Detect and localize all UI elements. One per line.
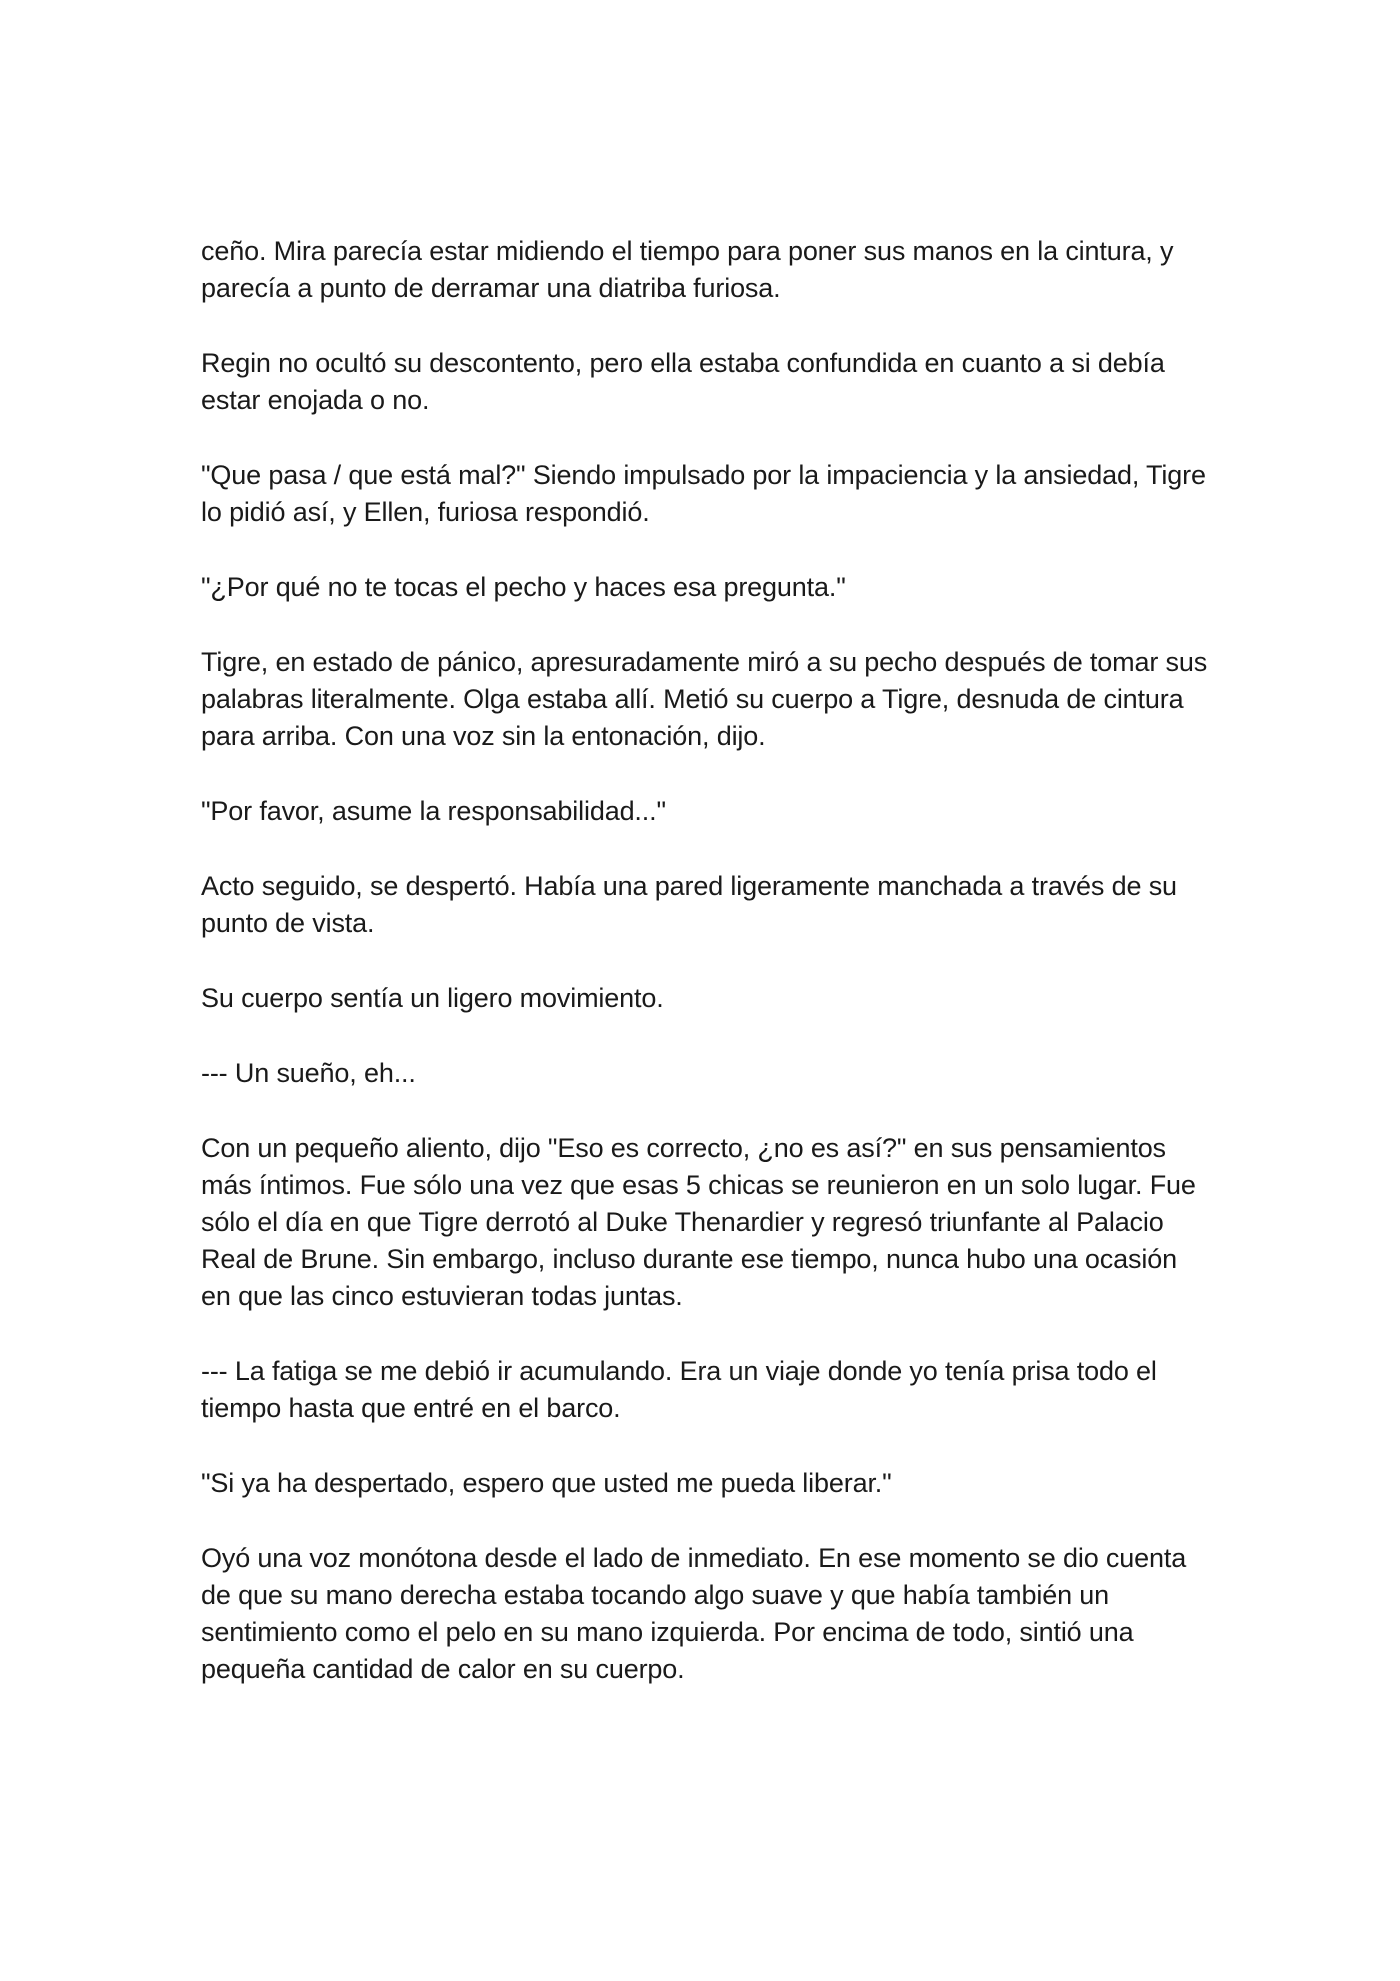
paragraph: Regin no ocultó su descontento, pero ella estaba confundida en cuanto a si debía estar enojada o no. xyxy=(201,348,1165,415)
paragraph: ceño. Mira parecía estar midiendo el tiempo para poner sus manos en la cintura, y parecía a punto de derramar una diatriba furiosa. xyxy=(201,236,1174,303)
paragraph: --- La fatiga se me debió ir acumulando. Era un viaje donde yo tenía prisa todo el tiempo hasta que entré en el barco. xyxy=(201,1356,1157,1423)
paragraph: "Si ya ha despertado, espero que usted me pueda liberar." xyxy=(201,1468,892,1498)
document-body xyxy=(201,233,1211,1726)
paragraph: Su cuerpo sentía un ligero movimiento. xyxy=(201,983,664,1013)
paragraph: Tigre, en estado de pánico, apresuradamente miró a su pecho después de tomar sus palabras literalmente. Olga estaba allí. Metió su cuerpo a Tigre, desnuda de cintura para arriba. Con una voz sin la entonación, dijo. xyxy=(201,647,1208,751)
paragraph: Con un pequeño aliento, dijo "Eso es correcto, ¿no es así?" en sus pensamientos más íntimos. Fue sólo una vez que esas 5 chicas se reunieron en un solo lugar. Fue sólo el día en que Tigre derrotó al Duke Thenardier y regresó triunfante al Palacio Real de Brune. Sin embargo, incluso durante ese tiempo, nunca hubo una ocasión en que las cinco estuvieran todas juntas. xyxy=(201,1133,1196,1311)
paragraph: --- Un sueño, eh... xyxy=(201,1058,416,1088)
paragraph: "Por favor, asume la responsabilidad..." xyxy=(201,796,666,826)
paragraph: Oyó una voz monótona desde el lado de inmediato. En ese momento se dio cuenta de que su mano derecha estaba tocando algo suave y que había también un sentimiento como el pelo en su mano izquierda. Por encima de todo, sintió una pequeña cantidad de calor en su cuerpo. xyxy=(201,1543,1187,1684)
paragraph: "¿Por qué no te tocas el pecho y haces esa pregunta." xyxy=(201,572,846,602)
paragraph: Acto seguido, se despertó. Había una pared ligeramente manchada a través de su punto de vista. xyxy=(201,871,1177,938)
paragraph: "Que pasa / que está mal?" Siendo impulsado por la impaciencia y la ansiedad, Tigre lo pidió así, y Ellen, furiosa respondió. xyxy=(201,460,1206,527)
